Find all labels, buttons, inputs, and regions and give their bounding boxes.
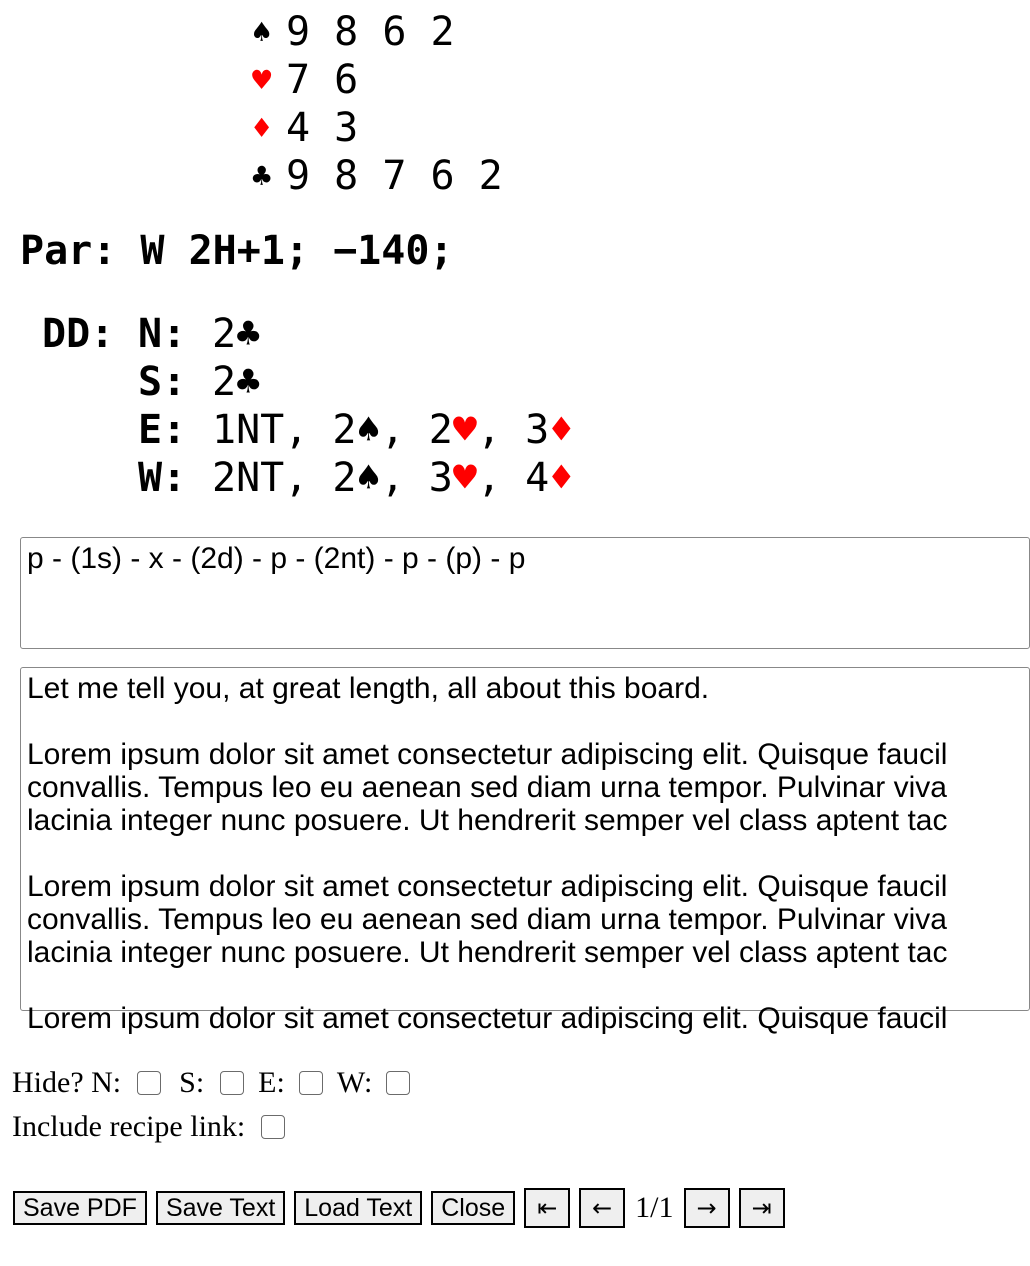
diamonds-cards: 4 3	[286, 105, 359, 151]
dd-w-contract-4-level: 4	[525, 455, 550, 501]
hide-s-label: S:	[179, 1066, 205, 1099]
double-dummy-table	[42, 310, 573, 502]
dd-e-contract-2-level: 2	[332, 407, 357, 453]
spades-cards: 9 8 6 2	[286, 9, 455, 55]
notes-line: lacinia integer nunc posuere. Ut hendrerit semper vel class aptent tac	[27, 804, 948, 837]
club-icon: ♣	[236, 311, 261, 357]
dd-dir-e: E:	[138, 407, 187, 453]
dd-e-contract-4-level: 3	[525, 407, 550, 453]
notes-line: Lorem ipsum dolor sit amet consectetur adipiscing elit. Quisque faucil	[27, 1002, 948, 1035]
dd-w-contract-2-level: 2	[332, 455, 357, 501]
hide-label: Hide? N:	[12, 1066, 122, 1099]
dd-dir-s: S:	[138, 359, 187, 405]
dd-w-contract-1: 2NT	[212, 455, 285, 501]
auction-input[interactable]: p - (1s) - x - (2d) - p - (2nt) - p - (p) - p	[20, 537, 1030, 649]
notes-intro: Let me tell you, at great length, all about this board.	[27, 672, 710, 705]
recipe-option	[12, 1110, 285, 1144]
left-arrow-icon: ←	[592, 1194, 613, 1222]
club-icon: ♣	[252, 157, 272, 195]
heart-icon: ♥	[452, 407, 477, 453]
notes-line: convallis. Tempus leo eu aenean sed diam urna tempor. Pulvinar viva	[27, 771, 947, 804]
notes-line: Lorem ipsum dolor sit amet consectetur adipiscing elit. Quisque faucil	[27, 738, 948, 771]
dd-row-w: W: 2NT , 2 ♠ , 3 ♥ , 4 ♦	[138, 455, 574, 501]
button-bar	[13, 1188, 794, 1228]
hide-n-checkbox[interactable]	[137, 1071, 161, 1095]
notes-line: lacinia integer nunc posuere. Ut hendrerit semper vel class aptent tac	[27, 936, 948, 969]
hide-options	[12, 1066, 410, 1100]
par-result: Par: W 2H+1; −140;	[20, 228, 454, 274]
spade-icon: ♠	[356, 407, 381, 453]
spade-icon: ♠	[252, 13, 272, 51]
diamonds-row	[252, 104, 503, 152]
hide-s-checkbox[interactable]	[220, 1071, 244, 1095]
dd-n-level: 2	[212, 311, 237, 357]
dd-row-n	[42, 310, 573, 358]
last-page-button[interactable]	[739, 1188, 785, 1228]
dd-row-s	[42, 358, 573, 406]
recipe-label: Include recipe link:	[12, 1110, 246, 1143]
last-page-icon: ⇥	[751, 1194, 772, 1222]
hand-diagram	[252, 8, 503, 200]
notes-line: Lorem ipsum dolor sit amet consectetur adipiscing elit. Quisque faucil	[27, 870, 948, 903]
spade-icon: ♠	[356, 455, 381, 501]
clubs-row	[252, 152, 503, 200]
dd-s-level: 2	[212, 359, 237, 405]
hide-e-checkbox[interactable]	[299, 1071, 323, 1095]
dd-dir-n: N:	[138, 311, 187, 357]
diamond-icon: ♦	[549, 407, 574, 453]
dd-w-contract-3-level: 3	[428, 455, 453, 501]
hide-w-label: W:	[336, 1066, 373, 1099]
hearts-cards: 7 6	[286, 57, 359, 103]
dd-dir-w: W:	[138, 455, 187, 501]
save-text-button[interactable]: Save Text	[156, 1191, 285, 1225]
club-icon: ♣	[236, 359, 261, 405]
dd-label: DD:	[42, 311, 115, 357]
notes-line: convallis. Tempus leo eu aenean sed diam urna tempor. Pulvinar viva	[27, 903, 947, 936]
clubs-cards: 9 8 7 6 2	[286, 153, 503, 199]
diamond-icon: ♦	[549, 455, 574, 501]
hearts-row	[252, 56, 503, 104]
dd-row-e: E: 1NT , 2 ♠ , 2 ♥ , 3 ♦	[138, 407, 574, 453]
first-page-button[interactable]	[524, 1188, 570, 1228]
first-page-icon: ⇤	[537, 1194, 558, 1222]
hide-e-label: E:	[258, 1066, 285, 1099]
next-page-button[interactable]	[684, 1188, 730, 1228]
heart-icon: ♥	[452, 455, 477, 501]
load-text-button[interactable]: Load Text	[294, 1191, 422, 1225]
close-button[interactable]: Close	[431, 1191, 515, 1225]
recipe-link-checkbox[interactable]	[261, 1115, 285, 1139]
notes-textarea[interactable]	[20, 667, 1030, 1035]
dd-e-contract-1: 1NT	[212, 407, 285, 453]
save-pdf-button[interactable]: Save PDF	[13, 1191, 147, 1225]
prev-page-button[interactable]	[579, 1188, 625, 1228]
right-arrow-icon: →	[696, 1194, 717, 1222]
spades-row	[252, 8, 503, 56]
dd-e-contract-3-level: 2	[428, 407, 453, 453]
hide-w-checkbox[interactable]	[386, 1071, 410, 1095]
page-indicator: 1/1	[635, 1191, 674, 1224]
diamond-icon: ♦	[252, 109, 272, 147]
heart-icon: ♥	[252, 61, 272, 99]
